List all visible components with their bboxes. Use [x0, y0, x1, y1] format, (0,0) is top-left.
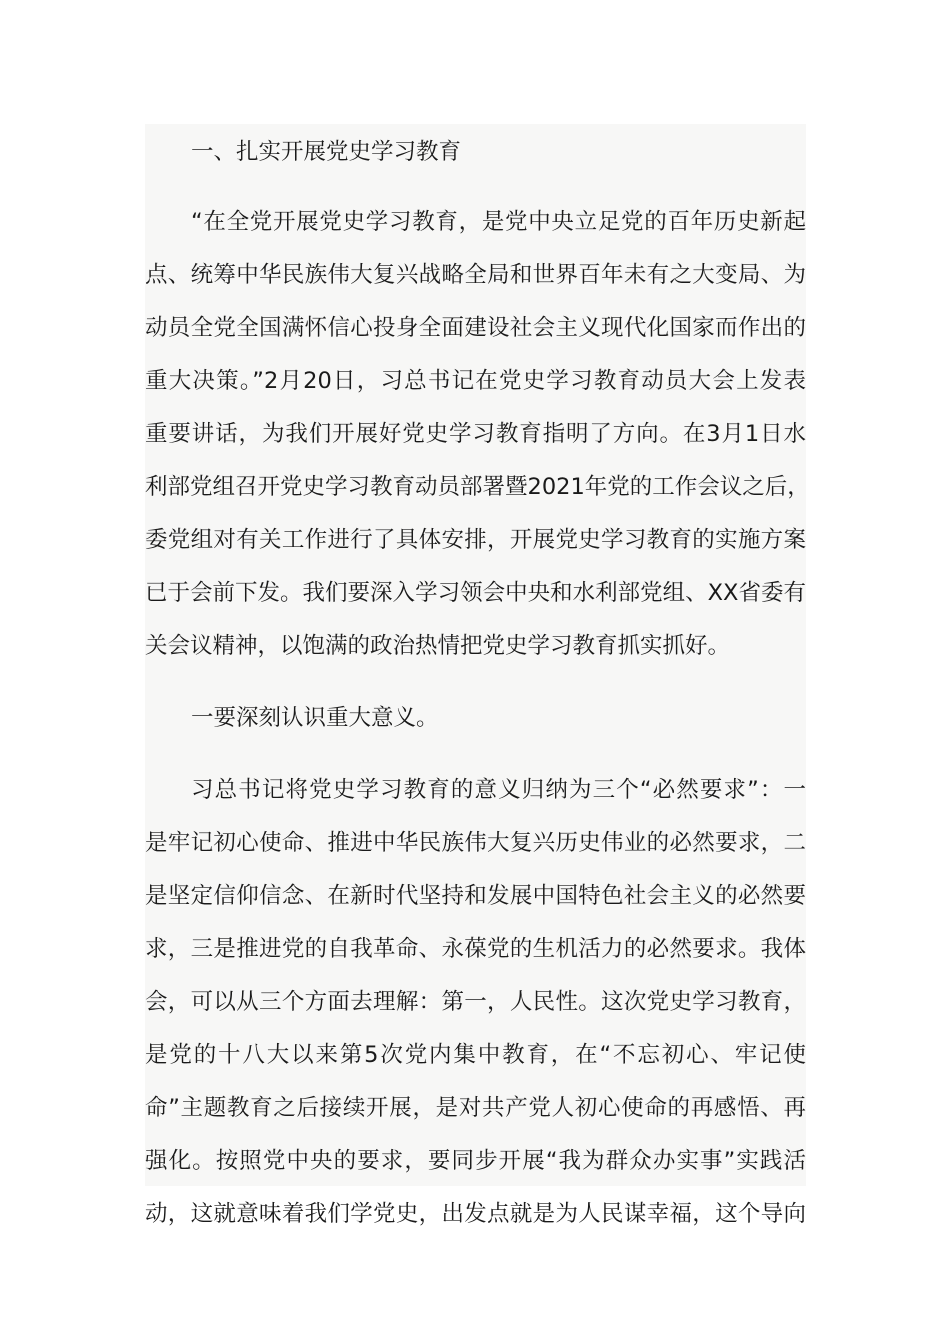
paragraph-line: 委党组对有关工作进行了具体安排，开展党史学习教育的实施方案 [145, 527, 806, 553]
paragraph-line: 利部党组召开党史学习教育动员部署暨2021年党的工作会议之后， [145, 474, 810, 500]
paragraph-line: 会，可以从三个方面去理解：第一，人民性。这次党史学习教育， [145, 989, 806, 1015]
paragraph-line: 是牢记初心使命、推进中华民族伟大复兴历史伟业的必然要求，二 [145, 830, 806, 856]
paragraph-line: 动员全党全国满怀信心投身全面建设社会主义现代化国家而作出的 [145, 315, 806, 341]
paragraph-line: 重大决策。”2月20日，习总书记在党史学习教育动员大会上发表 [145, 368, 806, 394]
paragraph-line: 是坚定信仰信念、在新时代坚持和发展中国特色社会主义的必然要 [145, 883, 806, 909]
paragraph-line: 命”主题教育之后接续开展，是对共产党人初心使命的再感悟、再 [145, 1095, 806, 1121]
document-text-block [145, 124, 810, 1227]
paragraph-line: 动，这就意味着我们学党史，出发点就是为人民谋幸福，这个导向 [145, 1201, 806, 1227]
paragraph-line: 强化。按照党中央的要求，要同步开展“我为群众办实事”实践活 [145, 1148, 806, 1174]
paragraph-line: 关会议精神，以饱满的政治热情把党史学习教育抓实抓好。 [145, 633, 731, 659]
subheading: 一要深刻认识重大意义。 [191, 705, 439, 731]
section-heading: 一、扎实开展党史学习教育 [191, 139, 462, 165]
paragraph-line: 求，三是推进党的自我革命、永葆党的生机活力的必然要求。我体 [145, 936, 806, 962]
paragraph-line: 点、统筹中华民族伟大复兴战略全局和世界百年未有之大变局、为 [145, 262, 806, 288]
paragraph-line: 重要讲话，为我们开展好党史学习教育指明了方向。在3月1日水 [145, 421, 806, 447]
paragraph-line: 已于会前下发。我们要深入学习领会中央和水利部党组、XX省委有 [145, 580, 806, 606]
paragraph-line: 是党的十八大以来第5次党内集中教育，在“不忘初心、牢记使 [145, 1042, 806, 1068]
paragraph-line: “在全党开展党史学习教育，是党中央立足党的百年历史新起 [191, 209, 806, 235]
paragraph-line: 习总书记将党史学习教育的意义归纳为三个“必然要求”：一 [191, 777, 806, 803]
